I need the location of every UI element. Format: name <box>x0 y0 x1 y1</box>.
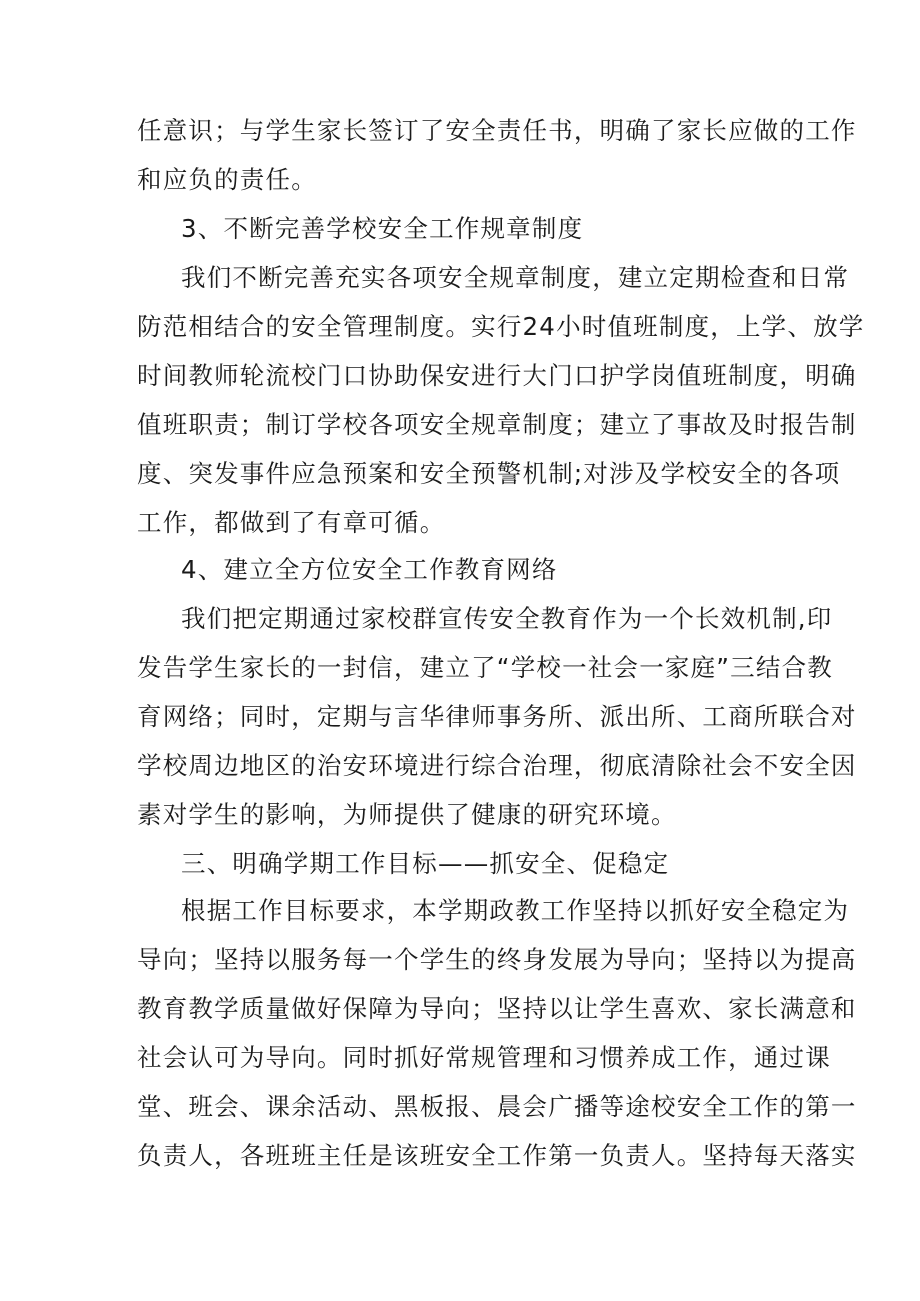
text-line <box>0 112 920 150</box>
text-line <box>0 161 920 199</box>
line-text: 4、建立全方位安全工作教育网络 <box>181 555 558 584</box>
text-line <box>0 1088 920 1126</box>
text-line <box>0 259 920 297</box>
line-text: 任意识；与学生家长签订了安全责任书，明确了家长应做的工作 <box>137 116 857 145</box>
line-text: 导向；坚持以服务每一个学生的终身发展为导向；坚持以为提高 <box>137 945 857 974</box>
line-text: 社会认可为导向。同时抓好常规管理和习惯养成工作，通过课 <box>137 1043 831 1072</box>
line-text: 教育教学质量做好保障为导向；坚持以让学生喜欢、家长满意和 <box>137 994 857 1023</box>
text-line <box>0 796 920 834</box>
line-text: 堂、班会、课余活动、黑板报、晨会广播等途校安全工作的第一 <box>137 1092 857 1121</box>
line-text: 度、突发事件应急预案和安全预警机制;对涉及学校安全的各项 <box>137 459 841 488</box>
text-line <box>0 990 920 1028</box>
section-heading <box>0 845 920 883</box>
line-text: 发告学生家长的一封信，建立了“学校一社会一家庭”三结合教 <box>137 653 833 682</box>
text-line <box>0 406 920 444</box>
line-text: 我们不断完善充实各项安全规章制度，建立定期检查和日常 <box>181 263 850 292</box>
line-text: 三、明确学期工作目标——抓安全、促稳定 <box>181 849 670 878</box>
line-text: 和应负的责任。 <box>137 165 317 194</box>
text-line <box>0 600 920 638</box>
line-text: 育网络；同时，定期与言华律师事务所、派出所、工商所联合对 <box>137 702 857 731</box>
text-line <box>0 747 920 785</box>
line-text: 我们把定期通过家校群宣传安全教育作为一个长效机制,印 <box>181 604 833 633</box>
line-text: 3、不断完善学校安全工作规章制度 <box>181 214 584 243</box>
text-line <box>0 1137 920 1175</box>
text-line <box>0 357 920 395</box>
line-text: 学校周边地区的治安环境进行综合治理，彻底清除社会不安全因 <box>137 751 857 780</box>
section-heading <box>0 551 920 589</box>
line-text: 值班职责；制订学校各项安全规章制度；建立了事故及时报告制 <box>137 410 857 439</box>
line-text: 根据工作目标要求，本学期政教工作坚持以抓好安全稳定为 <box>181 896 850 925</box>
line-text: 时间教师轮流校门口协助保安进行大门口护学岗值班制度，明确 <box>137 361 857 390</box>
text-line <box>0 504 920 542</box>
text-line <box>0 649 920 687</box>
text-line <box>0 941 920 979</box>
text-line <box>0 308 920 346</box>
text-line <box>0 455 920 493</box>
text-line <box>0 1039 920 1077</box>
text-line <box>0 698 920 736</box>
line-text: 防范相结合的安全管理制度。实行24小时值班制度，上学、放学 <box>137 312 865 341</box>
line-text: 负责人，各班班主任是该班安全工作第一负责人。坚持每天落实 <box>137 1141 857 1170</box>
line-text: 素对学生的影响，为师提供了健康的研究环境。 <box>137 800 677 829</box>
section-heading <box>0 210 920 248</box>
line-text: 工作，都做到了有章可循。 <box>137 508 446 537</box>
text-line <box>0 892 920 930</box>
